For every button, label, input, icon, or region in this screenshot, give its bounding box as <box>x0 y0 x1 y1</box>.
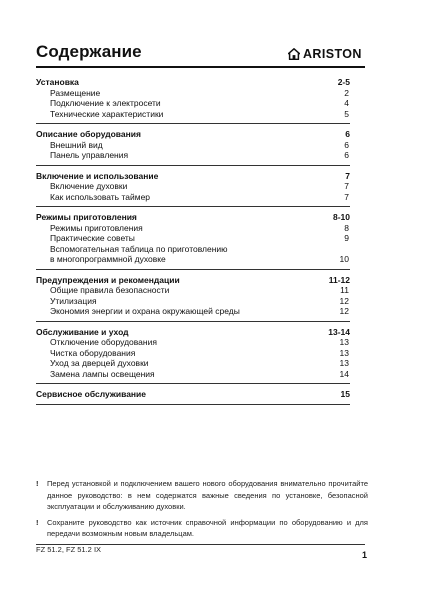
model-number: FZ 51.2, FZ 51.2 IX <box>36 545 102 554</box>
toc-entry-page: 11 <box>340 285 349 295</box>
toc-entry-page: 13 <box>339 358 349 368</box>
toc-entry-page: 2 <box>344 87 349 98</box>
toc-section <box>36 389 350 405</box>
toc-entry-page: 4 <box>344 98 349 108</box>
toc-entry[interactable] <box>36 181 350 192</box>
toc-section <box>36 327 350 385</box>
toc-section-pages: 13-14 <box>328 326 350 337</box>
toc-section-pages: 7 <box>345 170 350 181</box>
table-of-contents <box>36 77 350 410</box>
warning-mark-icon: ! <box>36 517 39 527</box>
toc-entry-page: 7 <box>344 181 349 191</box>
toc-entry[interactable] <box>36 306 350 317</box>
toc-section-title: Предупреждения и рекомендации <box>36 274 180 285</box>
toc-section <box>36 171 350 208</box>
toc-section-heading[interactable] <box>36 275 350 286</box>
toc-entry-page: 12 <box>339 306 349 316</box>
toc-section-pages: 11-12 <box>328 274 350 285</box>
toc-entry-page: 12 <box>339 295 349 306</box>
toc-entry-label: Утилизация <box>50 295 97 306</box>
toc-entry[interactable] <box>36 192 350 203</box>
note-item <box>36 517 368 540</box>
toc-section-title: Установка <box>36 77 79 87</box>
page-title: Содержание <box>36 42 142 61</box>
note-item <box>36 478 368 513</box>
page-number: 1 <box>361 550 367 560</box>
toc-entry-label: Чистка оборудования <box>50 347 136 358</box>
note-text: Сохраните руководство как источник справочной информации по оборудованию и для передачи возможным новым владельцам. <box>47 517 368 538</box>
toc-entry-label: в многопрограммной духовке <box>50 254 166 264</box>
toc-entry[interactable] <box>36 285 350 296</box>
toc-entry[interactable] <box>36 337 350 348</box>
toc-section-heading[interactable] <box>36 171 350 182</box>
toc-entry[interactable] <box>36 140 350 151</box>
toc-entry-label: Технические характеристики <box>50 108 164 119</box>
toc-entry-label: Включение духовки <box>50 181 128 191</box>
toc-entry-page: 13 <box>339 347 349 358</box>
toc-entry-page: 5 <box>344 108 349 119</box>
toc-entry-page: 10 <box>339 254 349 264</box>
brand-logo <box>288 46 362 62</box>
toc-entry[interactable] <box>36 98 350 109</box>
toc-entry-label: Внешний вид <box>50 139 103 150</box>
toc-entry[interactable] <box>36 109 350 120</box>
toc-section-heading[interactable] <box>36 327 350 338</box>
toc-entry[interactable] <box>36 223 350 234</box>
toc-section-pages: 8-10 <box>332 212 350 222</box>
toc-section <box>36 212 350 270</box>
toc-entry-page: 8 <box>344 222 349 233</box>
toc-entry-label: Как использовать таймер <box>50 191 151 202</box>
toc-entry[interactable] <box>36 244 350 255</box>
toc-entry[interactable] <box>36 296 350 307</box>
toc-entry-page: 6 <box>344 139 349 150</box>
toc-entry-page: 9 <box>344 233 349 243</box>
warning-mark-icon: ! <box>36 479 39 488</box>
toc-section-title: Описание оборудования <box>36 129 141 139</box>
toc-section <box>36 129 350 166</box>
toc-entry-label: Отключение оборудования <box>50 337 157 347</box>
toc-section-pages: 6 <box>345 129 350 139</box>
toc-section-heading[interactable] <box>36 212 350 223</box>
toc-section-pages: 2-5 <box>337 77 350 87</box>
toc-entry-page: 7 <box>344 191 349 202</box>
toc-section-title: Включение и использование <box>36 170 159 181</box>
toc-section-heading[interactable] <box>36 77 350 88</box>
toc-entry-label: Замена лампы освещения <box>50 368 155 379</box>
toc-entry-label: Режимы приготовления <box>50 222 143 233</box>
toc-entry[interactable] <box>36 233 350 244</box>
toc-entry-label: Уход за дверцей духовки <box>50 358 149 368</box>
toc-section-heading[interactable] <box>36 389 350 400</box>
toc-section-title: Сервисное обслуживание <box>36 389 147 399</box>
toc-entry[interactable] <box>36 369 350 380</box>
toc-entry-page: 13 <box>339 337 349 347</box>
toc-section <box>36 275 350 322</box>
notes-list <box>36 478 368 544</box>
toc-section-heading[interactable] <box>36 129 350 140</box>
toc-entry[interactable] <box>36 358 350 369</box>
toc-section-title: Режимы приготовления <box>36 212 137 222</box>
toc-section-title: Обслуживание и уход <box>36 326 129 337</box>
toc-entry-label: Общие правила безопасности <box>50 285 170 295</box>
toc-section-pages: 15 <box>340 389 350 399</box>
toc-section <box>36 77 350 124</box>
house-icon <box>288 48 300 60</box>
toc-entry-label: Размещение <box>50 87 101 98</box>
toc-entry-label: Экономия энергии и охрана окружающей среды <box>50 306 240 316</box>
toc-entry-label: Вспомогательная таблица по приготовлению <box>50 243 228 254</box>
brand-name: ARISTON <box>303 47 362 61</box>
toc-entry-label: Подключение к электросети <box>50 98 161 108</box>
toc-entry-page: 6 <box>344 150 349 160</box>
toc-entry-label: Практические советы <box>50 233 135 243</box>
toc-entry[interactable] <box>36 348 350 359</box>
toc-entry[interactable] <box>36 254 350 265</box>
toc-entry-page: 14 <box>339 368 349 379</box>
note-text: Перед установкой и подключением вашего нового оборудования внимательно прочитайте данное руководство: в нем содержатся важные сведения по установке, безопасной эксплуатации и обслуживанию духовки. <box>47 479 368 511</box>
toc-entry-label: Панель управления <box>50 150 129 160</box>
toc-entry[interactable] <box>36 150 350 161</box>
toc-entry[interactable] <box>36 88 350 99</box>
title-divider <box>36 66 365 68</box>
